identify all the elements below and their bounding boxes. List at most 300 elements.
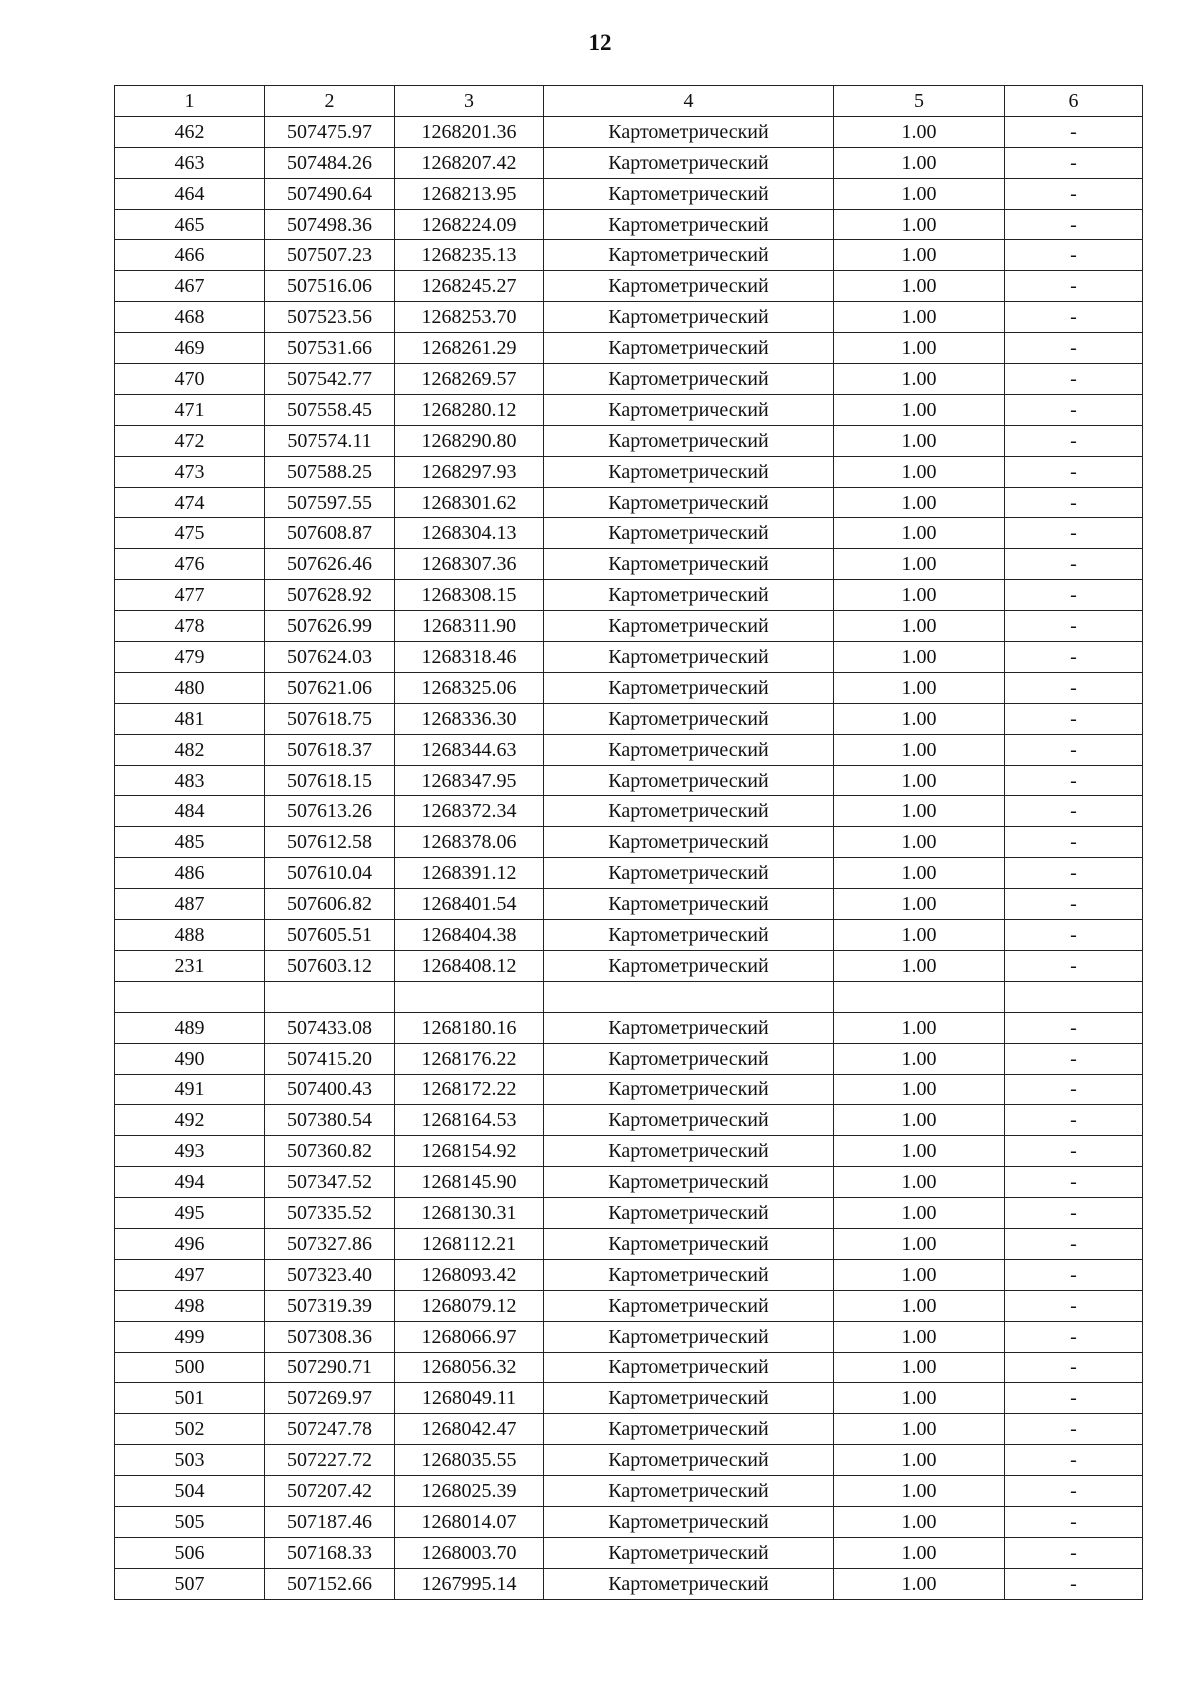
table-body [115,86,1143,1600]
note-cell: - [1005,920,1143,951]
table-row [115,1321,1143,1352]
y-coordinate-cell: 1268079.12 [395,1290,544,1321]
method-cell: Картометрический [544,1445,834,1476]
accuracy-cell: 1.00 [834,1290,1005,1321]
point-number-cell: 494 [115,1167,265,1198]
note-cell: - [1005,456,1143,487]
y-coordinate-cell: 1268180.16 [395,1012,544,1043]
table-separator-row [115,981,1143,1012]
table-row [115,364,1143,395]
y-coordinate-cell: 1268408.12 [395,950,544,981]
point-number-cell: 485 [115,827,265,858]
y-coordinate-cell: 1268401.54 [395,889,544,920]
y-coordinate-cell: 1268035.55 [395,1445,544,1476]
note-cell: - [1005,549,1143,580]
y-coordinate-cell: 1268014.07 [395,1506,544,1537]
method-cell: Картометрический [544,116,834,147]
point-number-cell: 482 [115,734,265,765]
point-number-cell: 491 [115,1074,265,1105]
point-number-cell: 472 [115,425,265,456]
note-cell: - [1005,240,1143,271]
y-coordinate-cell: 1268391.12 [395,858,544,889]
accuracy-cell: 1.00 [834,703,1005,734]
method-cell: Картометрический [544,333,834,364]
x-coordinate-cell: 507523.56 [265,302,395,333]
method-cell [544,981,834,1012]
y-coordinate-cell: 1268318.46 [395,642,544,673]
accuracy-cell: 1.00 [834,1383,1005,1414]
method-cell: Картометрический [544,302,834,333]
y-coordinate-cell: 1268176.22 [395,1043,544,1074]
table-row [115,703,1143,734]
method-cell: Картометрический [544,1352,834,1383]
note-cell: - [1005,580,1143,611]
point-number-cell: 502 [115,1414,265,1445]
note-cell: - [1005,1537,1143,1568]
note-cell: - [1005,1012,1143,1043]
point-number-cell: 507 [115,1568,265,1599]
method-cell: Картометрический [544,1228,834,1259]
note-cell: - [1005,1198,1143,1229]
point-number-cell: 506 [115,1537,265,1568]
method-cell: Картометрический [544,611,834,642]
y-coordinate-cell: 1268304.13 [395,518,544,549]
x-coordinate-cell: 507516.06 [265,271,395,302]
table-row [115,1414,1143,1445]
method-cell: Картометрический [544,1012,834,1043]
x-coordinate-cell: 507433.08 [265,1012,395,1043]
point-number-cell: 489 [115,1012,265,1043]
page-number: 12 [588,30,612,55]
table-header-row [115,86,1143,117]
point-number-cell: 490 [115,1043,265,1074]
accuracy-cell: 1.00 [834,642,1005,673]
table-row [115,1198,1143,1229]
y-coordinate-cell: 1268049.11 [395,1383,544,1414]
accuracy-cell: 1.00 [834,1537,1005,1568]
accuracy-cell: 1.00 [834,734,1005,765]
note-cell: - [1005,858,1143,889]
accuracy-cell: 1.00 [834,1074,1005,1105]
method-cell: Картометрический [544,889,834,920]
method-cell: Картометрический [544,240,834,271]
header-col-2: 2 [265,86,395,117]
point-number-cell: 495 [115,1198,265,1229]
table-row [115,549,1143,580]
point-number-cell: 480 [115,672,265,703]
accuracy-cell: 1.00 [834,611,1005,642]
table-row [115,642,1143,673]
point-number-cell: 479 [115,642,265,673]
x-coordinate-cell: 507626.46 [265,549,395,580]
note-cell: - [1005,611,1143,642]
accuracy-cell: 1.00 [834,1043,1005,1074]
note-cell: - [1005,734,1143,765]
point-number-cell: 465 [115,209,265,240]
note-cell: - [1005,703,1143,734]
method-cell: Картометрический [544,549,834,580]
x-coordinate-cell: 507618.15 [265,765,395,796]
x-coordinate-cell: 507608.87 [265,518,395,549]
accuracy-cell: 1.00 [834,827,1005,858]
note-cell: - [1005,765,1143,796]
y-coordinate-cell: 1268003.70 [395,1537,544,1568]
note-cell: - [1005,147,1143,178]
y-coordinate-cell: 1268154.92 [395,1136,544,1167]
accuracy-cell: 1.00 [834,333,1005,364]
accuracy-cell: 1.00 [834,1414,1005,1445]
method-cell: Картометрический [544,642,834,673]
y-coordinate-cell: 1268224.09 [395,209,544,240]
method-cell: Картометрический [544,364,834,395]
y-coordinate-cell: 1268145.90 [395,1167,544,1198]
header-col-3: 3 [395,86,544,117]
point-number-cell: 492 [115,1105,265,1136]
table-row [115,456,1143,487]
x-coordinate-cell: 507247.78 [265,1414,395,1445]
accuracy-cell: 1.00 [834,1105,1005,1136]
accuracy-cell: 1.00 [834,920,1005,951]
y-coordinate-cell: 1268213.95 [395,178,544,209]
note-cell: - [1005,333,1143,364]
table-row [115,116,1143,147]
x-coordinate-cell: 507327.86 [265,1228,395,1259]
method-cell: Картометрический [544,796,834,827]
table-row [115,1476,1143,1507]
table-row [115,1506,1143,1537]
x-coordinate-cell: 507490.64 [265,178,395,209]
accuracy-cell: 1.00 [834,549,1005,580]
y-coordinate-cell: 1268308.15 [395,580,544,611]
x-coordinate-cell: 507484.26 [265,147,395,178]
method-cell: Картометрический [544,1136,834,1167]
note-cell: - [1005,889,1143,920]
method-cell: Картометрический [544,1537,834,1568]
x-coordinate-cell: 507531.66 [265,333,395,364]
note-cell: - [1005,487,1143,518]
x-coordinate-cell: 507335.52 [265,1198,395,1229]
y-coordinate-cell: 1268347.95 [395,765,544,796]
accuracy-cell: 1.00 [834,271,1005,302]
y-coordinate-cell: 1268336.30 [395,703,544,734]
point-number-cell: 503 [115,1445,265,1476]
point-number-cell: 477 [115,580,265,611]
accuracy-cell: 1.00 [834,1321,1005,1352]
method-cell: Картометрический [544,271,834,302]
table-row [115,1445,1143,1476]
note-cell: - [1005,1105,1143,1136]
accuracy-cell: 1.00 [834,1568,1005,1599]
method-cell: Картометрический [544,858,834,889]
x-coordinate-cell: 507152.66 [265,1568,395,1599]
x-coordinate-cell: 507618.75 [265,703,395,734]
note-cell: - [1005,642,1143,673]
method-cell: Картометрический [544,456,834,487]
method-cell: Картометрический [544,1476,834,1507]
point-number-cell: 484 [115,796,265,827]
accuracy-cell: 1.00 [834,858,1005,889]
x-coordinate-cell: 507227.72 [265,1445,395,1476]
x-coordinate-cell: 507621.06 [265,672,395,703]
x-coordinate-cell: 507605.51 [265,920,395,951]
method-cell: Картометрический [544,672,834,703]
note-cell: - [1005,672,1143,703]
x-coordinate-cell: 507618.37 [265,734,395,765]
note-cell: - [1005,518,1143,549]
accuracy-cell: 1.00 [834,672,1005,703]
point-number-cell: 476 [115,549,265,580]
x-coordinate-cell: 507380.54 [265,1105,395,1136]
point-number-cell: 470 [115,364,265,395]
method-cell: Картометрический [544,734,834,765]
x-coordinate-cell: 507319.39 [265,1290,395,1321]
accuracy-cell: 1.00 [834,1136,1005,1167]
method-cell: Картометрический [544,394,834,425]
x-coordinate-cell: 507574.11 [265,425,395,456]
point-number-cell: 467 [115,271,265,302]
accuracy-cell: 1.00 [834,487,1005,518]
y-coordinate-cell: 1268235.13 [395,240,544,271]
note-cell: - [1005,1290,1143,1321]
point-number-cell: 481 [115,703,265,734]
point-number-cell: 493 [115,1136,265,1167]
accuracy-cell: 1.00 [834,394,1005,425]
header-col-4: 4 [544,86,834,117]
y-coordinate-cell: 1268056.32 [395,1352,544,1383]
x-coordinate-cell: 507168.33 [265,1537,395,1568]
table-row [115,920,1143,951]
note-cell: - [1005,827,1143,858]
accuracy-cell: 1.00 [834,1445,1005,1476]
table-row [115,1537,1143,1568]
x-coordinate-cell: 507498.36 [265,209,395,240]
x-coordinate-cell: 507507.23 [265,240,395,271]
x-coordinate-cell: 507603.12 [265,950,395,981]
table-row [115,1105,1143,1136]
point-number-cell: 497 [115,1259,265,1290]
accuracy-cell: 1.00 [834,116,1005,147]
accuracy-cell: 1.00 [834,1506,1005,1537]
y-coordinate-cell: 1268280.12 [395,394,544,425]
table-row [115,1352,1143,1383]
table-row [115,394,1143,425]
point-number-cell: 468 [115,302,265,333]
method-cell: Картометрический [544,1167,834,1198]
note-cell: - [1005,1506,1143,1537]
x-coordinate-cell: 507610.04 [265,858,395,889]
x-coordinate-cell: 507360.82 [265,1136,395,1167]
note-cell [1005,981,1143,1012]
table-row [115,796,1143,827]
method-cell: Картометрический [544,1198,834,1229]
table-row [115,580,1143,611]
note-cell: - [1005,1259,1143,1290]
note-cell: - [1005,1414,1143,1445]
point-number-cell: 488 [115,920,265,951]
table-row [115,611,1143,642]
method-cell: Картометрический [544,920,834,951]
accuracy-cell: 1.00 [834,765,1005,796]
point-number-cell: 463 [115,147,265,178]
method-cell: Картометрический [544,1568,834,1599]
accuracy-cell: 1.00 [834,796,1005,827]
accuracy-cell: 1.00 [834,580,1005,611]
x-coordinate-cell: 507269.97 [265,1383,395,1414]
point-number-cell: 462 [115,116,265,147]
y-coordinate-cell: 1268372.34 [395,796,544,827]
header-col-6: 6 [1005,86,1143,117]
accuracy-cell: 1.00 [834,889,1005,920]
x-coordinate-cell: 507597.55 [265,487,395,518]
y-coordinate-cell: 1268404.38 [395,920,544,951]
point-number-cell: 473 [115,456,265,487]
header-col-5: 5 [834,86,1005,117]
y-coordinate-cell: 1268066.97 [395,1321,544,1352]
x-coordinate-cell: 507187.46 [265,1506,395,1537]
table-row [115,734,1143,765]
method-cell: Картометрический [544,1383,834,1414]
point-number-cell: 500 [115,1352,265,1383]
y-coordinate-cell: 1268378.06 [395,827,544,858]
x-coordinate-cell: 507415.20 [265,1043,395,1074]
table-row [115,827,1143,858]
y-coordinate-cell [395,981,544,1012]
x-coordinate-cell: 507613.26 [265,796,395,827]
y-coordinate-cell: 1268164.53 [395,1105,544,1136]
x-coordinate-cell: 507612.58 [265,827,395,858]
coordinates-table [114,85,1143,1600]
y-coordinate-cell: 1268325.06 [395,672,544,703]
method-cell: Картометрический [544,147,834,178]
y-coordinate-cell: 1268042.47 [395,1414,544,1445]
accuracy-cell: 1.00 [834,364,1005,395]
point-number-cell: 501 [115,1383,265,1414]
note-cell: - [1005,302,1143,333]
accuracy-cell: 1.00 [834,456,1005,487]
table-row [115,487,1143,518]
accuracy-cell: 1.00 [834,147,1005,178]
point-number-cell: 475 [115,518,265,549]
table-row [115,672,1143,703]
x-coordinate-cell: 507624.03 [265,642,395,673]
y-coordinate-cell: 1268297.93 [395,456,544,487]
y-coordinate-cell: 1268093.42 [395,1259,544,1290]
accuracy-cell: 1.00 [834,1167,1005,1198]
table-row [115,1228,1143,1259]
table-row [115,889,1143,920]
note-cell: - [1005,209,1143,240]
point-number-cell: 469 [115,333,265,364]
table-row [115,302,1143,333]
method-cell: Картометрический [544,765,834,796]
note-cell: - [1005,1445,1143,1476]
note-cell: - [1005,1321,1143,1352]
x-coordinate-cell: 507475.97 [265,116,395,147]
method-cell: Картометрический [544,1506,834,1537]
y-coordinate-cell: 1268245.27 [395,271,544,302]
table-row [115,1074,1143,1105]
note-cell: - [1005,425,1143,456]
note-cell: - [1005,116,1143,147]
table-row [115,518,1143,549]
x-coordinate-cell [265,981,395,1012]
x-coordinate-cell: 507626.99 [265,611,395,642]
note-cell: - [1005,1352,1143,1383]
method-cell: Картометрический [544,580,834,611]
table-row [115,147,1143,178]
note-cell: - [1005,364,1143,395]
y-coordinate-cell: 1268311.90 [395,611,544,642]
table-row [115,1383,1143,1414]
point-number-cell: 499 [115,1321,265,1352]
accuracy-cell: 1.00 [834,240,1005,271]
method-cell: Картометрический [544,1074,834,1105]
x-coordinate-cell: 507290.71 [265,1352,395,1383]
note-cell: - [1005,394,1143,425]
method-cell: Картометрический [544,425,834,456]
table-row [115,1012,1143,1043]
accuracy-cell: 1.00 [834,425,1005,456]
method-cell: Картометрический [544,827,834,858]
accuracy-cell: 1.00 [834,518,1005,549]
x-coordinate-cell: 507308.36 [265,1321,395,1352]
y-coordinate-cell: 1268201.36 [395,116,544,147]
x-coordinate-cell: 507558.45 [265,394,395,425]
method-cell: Картометрический [544,178,834,209]
table-row [115,765,1143,796]
note-cell: - [1005,1383,1143,1414]
y-coordinate-cell: 1268172.22 [395,1074,544,1105]
point-number-cell: 231 [115,950,265,981]
x-coordinate-cell: 507542.77 [265,364,395,395]
x-coordinate-cell: 507588.25 [265,456,395,487]
point-number-cell: 504 [115,1476,265,1507]
note-cell: - [1005,1136,1143,1167]
table-row [115,1167,1143,1198]
table-row [115,858,1143,889]
accuracy-cell: 1.00 [834,209,1005,240]
accuracy-cell: 1.00 [834,1259,1005,1290]
note-cell: - [1005,950,1143,981]
table-row [115,1043,1143,1074]
table-row [115,1568,1143,1599]
accuracy-cell: 1.00 [834,1476,1005,1507]
point-number-cell: 487 [115,889,265,920]
table-row [115,425,1143,456]
point-number-cell: 464 [115,178,265,209]
table-row [115,271,1143,302]
x-coordinate-cell: 507400.43 [265,1074,395,1105]
table-row [115,209,1143,240]
x-coordinate-cell: 507606.82 [265,889,395,920]
accuracy-cell: 1.00 [834,1352,1005,1383]
note-cell: - [1005,1167,1143,1198]
method-cell: Картометрический [544,950,834,981]
y-coordinate-cell: 1268301.62 [395,487,544,518]
x-coordinate-cell: 507628.92 [265,580,395,611]
y-coordinate-cell: 1268344.63 [395,734,544,765]
accuracy-cell: 1.00 [834,950,1005,981]
y-coordinate-cell: 1268269.57 [395,364,544,395]
y-coordinate-cell: 1268025.39 [395,1476,544,1507]
note-cell: - [1005,1043,1143,1074]
method-cell: Картометрический [544,1105,834,1136]
point-number-cell: 471 [115,394,265,425]
table-row [115,950,1143,981]
point-number-cell: 483 [115,765,265,796]
point-number-cell [115,981,265,1012]
method-cell: Картометрический [544,1321,834,1352]
